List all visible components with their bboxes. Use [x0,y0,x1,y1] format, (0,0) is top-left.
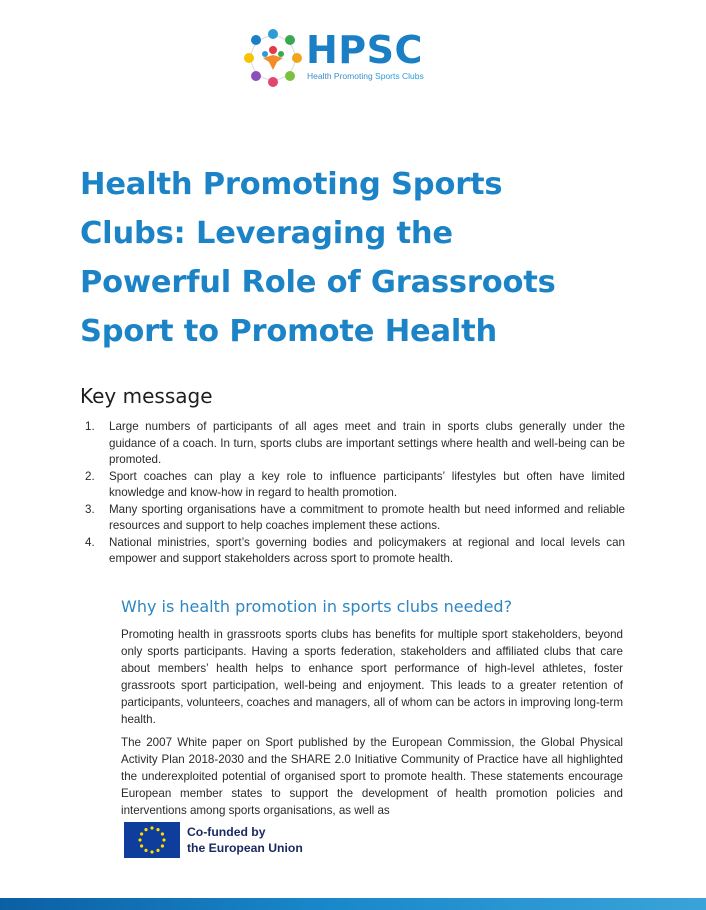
key-message-heading: Key message [80,384,213,408]
eu-cofunded-text: Co-funded by the European Union [187,825,303,855]
key-message-list [85,419,625,568]
title-line: Clubs: Leveraging the [80,216,453,251]
list-item: 3. Many sporting organisations have a commitment to promote health but need informed and reliable resources and support to help coaches implement these actions. [85,502,625,532]
list-item: 4. National ministries, sport’s governing bodies and policymakers at regional and local levels can empower and support stakeholders across sport to promote health. [85,535,625,565]
title-line: Sport to Promote Health [80,314,498,349]
hpsc-logo [243,28,433,86]
logo-wordmark: HPSC [306,28,423,72]
sports-emblem-icon [243,28,303,88]
title-line: Powerful Role of Grassroots [80,265,556,300]
list-item: 2. Sport coaches can play a key role to influence participants’ lifestyles but often have limited knowledge and know-how in regard to health promotion. [85,469,625,499]
body-paragraph: The 2007 White paper on Sport published by the European Commission, the Global Physical Activity Plan 2018-2030 and the SHARE 2.0 Initiative Community of Practice have all highlighted the underexploited potential of organised sport to promote health. These statements encourage European member states to support the development of health promotion policies and interventions among sports organisations, as well as [121,736,623,817]
page-title [80,160,640,356]
body-paragraph: Promoting health in grassroots sports clubs has benefits for multiple sport stakeholders, beyond only sports participants. Having a sports federation, stakeholders and affiliated clubs that care about members’ health helps to enhance sport performance of high-level athletes, foster grassroots sport participation, well-being and enjoyment. This leads to a greater retention of participants, volunteers, coaches and managers, all of whom can be actors in improving long-term health. [121,628,624,726]
why-section-heading: Why is health promotion in sports clubs needed? [121,597,513,616]
logo-subtitle: Health Promoting Sports Clubs [307,71,424,81]
footer-bar [0,898,706,910]
title-line: Health Promoting Sports [80,167,503,202]
list-item: 1. Large numbers of participants of all ages meet and train in sports clubs generally under the guidance of a coach. In turn, sports clubs are important settings where health and well-being can be promoted. [85,420,625,466]
eu-flag-icon [124,822,180,858]
